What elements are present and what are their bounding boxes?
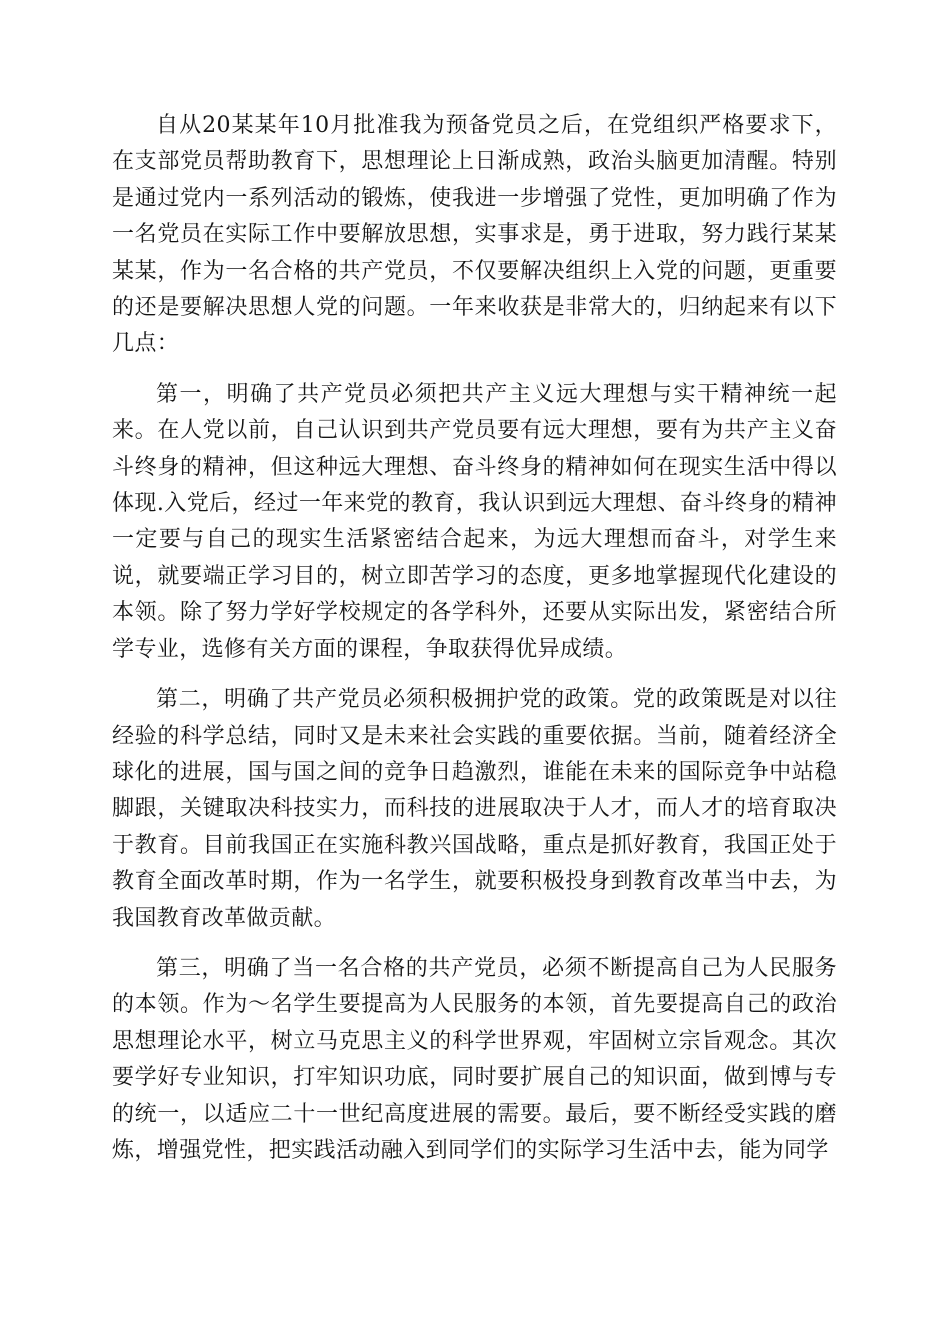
paragraph-third-point: 第三，明确了当一名合格的共产党员，必须不断提高自己为人民服务的本领。作为～名学生要提高为人民服务的本领，首先要提高自己的政治思想理论水平，树立马克思主义的科学世界观，牢固树立宗旨观念。其次要学好专业知识，打牢知识功底，同时要扩展自己的知识面，做到博与专的统一，以适应二十一世纪高度进展的需要。最后，要不断经受实践的磨炼，增强党性，把实践活动融入到同学们的实际学习生活中去，能为同学 <box>112 955 837 1163</box>
paragraph-second-point: 第二，明确了共产党员必须积极拥护党的政策。党的政策既是对以往经验的科学总结，同时又是未来社会实践的重要依据。当前，随着经济全球化的进展，国与国之间的竞争日趋激烈，谁能在未来的国际竞争中站稳脚跟，关键取决科技实力，而科技的进展取决于人才，而人才的培育取决于教育。目前我国正在实施科教兴国战略，重点是抓好教育，我国正处于教育全面改革时期，作为一名学生，就要积极投身到教育改革当中去，为我国教育改革做贡献。 <box>112 687 837 931</box>
paragraph-intro: 自从20某某年10月批准我为预备党员之后，在党组织严格要求下，在支部党员帮助教育下，思想理论上日渐成熟，政治头脑更加清醒。特别是通过党内一系列活动的锻炼，使我进一步增强了党性，更加明确了作为一名党员在实际工作中要解放思想，实事求是，勇于进取，努力践行某某某某，作为一名合格的共产党员，不仅要解决组织上入党的问题，更重要的还是要解决思想人党的问题。一年来收获是非常大的，归纳起来有以下几点： <box>112 113 837 357</box>
document-body <box>112 108 837 1169</box>
paragraph-first-point: 第一，明确了共产党员必须把共产主义远大理想与实干精神统一起来。在人党以前，自己认识到共产党员要有远大理想，要有为共产主义奋斗终身的精神，但这种远大理想、奋斗终身的精神如何在现实生活中得以体现.入党后，经过一年来党的教育，我认识到远大理想、奋斗终身的精神一定要与自己的现实生活紧密结合起来，为远大理想而奋斗，对学生来说，就要端正学习目的，树立即苦学习的态度，更多地掌握现代化建设的本领。除了努力学好学校规定的各学科外，还要从实际出发，紧密结合所学专业，选修有关方面的课程，争取获得优异成绩。 <box>112 381 837 662</box>
